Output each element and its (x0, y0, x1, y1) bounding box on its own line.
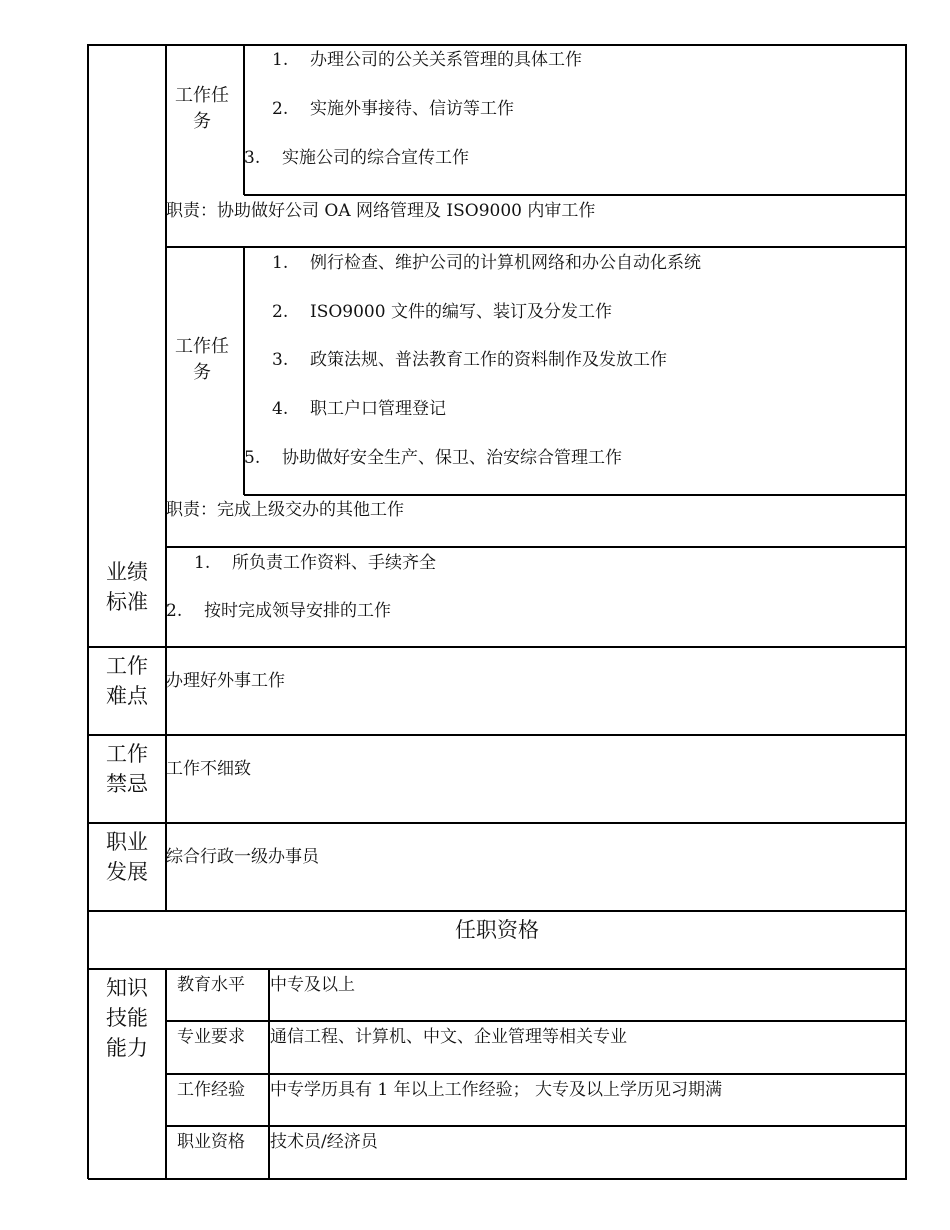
row-divider (166, 246, 907, 248)
column-divider (165, 44, 167, 910)
qualification-value: 中专学历具有 1 年以上工作经验； 大专及以上学历见习期满 (270, 1080, 723, 1100)
row-divider (166, 1020, 907, 1022)
table-border-right (905, 44, 907, 1179)
task-number: 5. (244, 448, 261, 468)
row-divider (88, 910, 907, 912)
table-border-left (87, 44, 89, 1179)
performance-text: 按时完成领导安排的工作 (204, 601, 391, 621)
column-divider (243, 44, 245, 195)
qualification-value: 中专及以上 (270, 975, 355, 995)
row-divider (88, 734, 907, 736)
qualification-key: 专业要求 (177, 1027, 245, 1047)
career-text: 综合行政一级办事员 (166, 847, 319, 867)
responsibility-text: 职责：协助做好公司 OA 网络管理及 ISO9000 内审工作 (166, 201, 596, 221)
difficulty-text: 办理好外事工作 (166, 671, 285, 691)
row-divider (88, 822, 907, 824)
task-number: 3. (272, 350, 289, 370)
row-divider (166, 546, 907, 548)
performance-item (194, 553, 436, 573)
qualification-key: 工作经验 (177, 1080, 245, 1100)
difficulty-label: 工作难点 (106, 654, 148, 708)
task-number: 2. (272, 302, 289, 322)
qualification-key: 教育水平 (177, 975, 245, 995)
career-label: 职业发展 (106, 830, 148, 884)
task-item (244, 148, 469, 168)
row-divider (88, 968, 907, 970)
performance-text: 所负责工作资料、手续齐全 (232, 553, 436, 573)
performance-number: 2. (166, 601, 183, 621)
task-item (272, 399, 446, 419)
qualification-key: 职业资格 (177, 1132, 245, 1152)
task-number: 1. (272, 253, 289, 273)
responsibility-text: 职责：完成上级交办的其他工作 (166, 500, 404, 520)
qualification-value: 通信工程、计算机、中文、企业管理等相关专业 (270, 1027, 627, 1047)
taboo-text: 工作不细致 (166, 759, 251, 779)
task-item (272, 253, 701, 273)
knowledge-skills-label: 知识技能能力 (106, 976, 148, 1060)
task-text: 实施外事接待、信访等工作 (310, 99, 514, 119)
task-number: 2. (272, 99, 289, 119)
table-border-top (88, 44, 907, 46)
column-divider (165, 968, 167, 1179)
task-text: 办理公司的公关关系管理的具体工作 (310, 50, 582, 70)
row-divider (88, 646, 907, 648)
qualifications-heading: 任职资格 (455, 918, 539, 942)
task-text: 职工户口管理登记 (310, 399, 446, 419)
performance-item (166, 601, 391, 621)
task-text: 例行检查、维护公司的计算机网络和办公自动化系统 (310, 253, 701, 273)
task-item (244, 448, 622, 468)
qualification-value: 技术员/经济员 (270, 1132, 378, 1152)
row-divider (244, 494, 907, 496)
work-task-label: 工作任务 (175, 85, 229, 132)
task-text: 政策法规、普法教育工作的资料制作及发放工作 (310, 350, 667, 370)
task-number: 4. (272, 399, 289, 419)
performance-number: 1. (194, 553, 211, 573)
task-item (272, 50, 582, 70)
taboo-label: 工作禁忌 (106, 742, 148, 796)
task-text: 实施公司的综合宣传工作 (282, 148, 469, 168)
row-divider (244, 194, 907, 196)
task-number: 3. (244, 148, 261, 168)
task-text: 协助做好安全生产、保卫、治安综合管理工作 (282, 448, 622, 468)
task-text: ISO9000 文件的编写、装订及分发工作 (310, 302, 612, 322)
table-border-bottom (88, 1178, 907, 1180)
row-divider (166, 1073, 907, 1075)
task-item (272, 99, 514, 119)
work-task-label: 工作任务 (175, 336, 229, 383)
task-item (272, 350, 667, 370)
task-number: 1. (272, 50, 289, 70)
performance-label: 业绩标准 (106, 560, 148, 614)
row-divider (166, 1125, 907, 1127)
task-item (272, 302, 612, 322)
